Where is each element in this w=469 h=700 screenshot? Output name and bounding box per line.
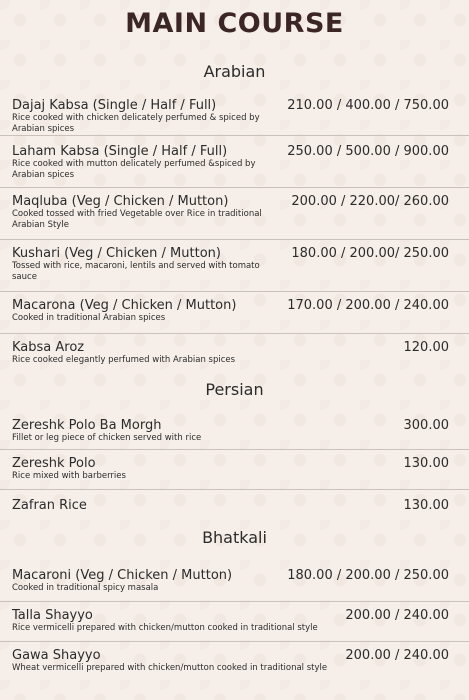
- menu-item: [0, 136, 469, 188]
- section-arabian: [0, 60, 469, 376]
- menu-item: [0, 490, 469, 524]
- section-title: Arabian: [203, 62, 266, 81]
- menu-item: [0, 84, 469, 136]
- menu-item: [0, 334, 469, 376]
- item-price: 300.00: [403, 418, 449, 433]
- item-price: 180.00 / 200.00/ 250.00: [291, 246, 449, 261]
- item-name: Kabsa Aroz: [12, 340, 85, 355]
- item-price: 130.00: [403, 456, 449, 471]
- item-price: 200.00 / 220.00/ 260.00: [291, 194, 449, 209]
- item-description: Fillet or leg piece of chicken served with rice: [12, 433, 202, 443]
- item-name: Talla Shayyo: [12, 608, 93, 623]
- item-description: Rice vermicelli prepared with chicken/mutton cooked in traditional style: [12, 623, 318, 633]
- item-price: 250.00 / 500.00 / 900.00: [287, 144, 449, 159]
- page-title: MAIN COURSE: [125, 8, 344, 39]
- item-description: Rice cooked with chicken delicately perfumed & spiced by Arabian spices: [12, 113, 260, 134]
- item-price: 200.00 / 240.00: [345, 608, 449, 623]
- item-description: Cooked in traditional Arabian spices: [12, 313, 166, 323]
- item-name: Zereshk Polo Ba Morgh: [12, 418, 162, 433]
- item-price: 200.00 / 240.00: [345, 648, 449, 663]
- item-name: Kushari (Veg / Chicken / Mutton): [12, 246, 221, 261]
- item-name: Dajaj Kabsa (Single / Half / Full): [12, 98, 217, 113]
- item-price: 130.00: [403, 498, 449, 513]
- item-name: Macaroni (Veg / Chicken / Mutton): [12, 568, 233, 583]
- menu-item: [0, 188, 469, 240]
- item-description: Wheat vermicelli prepared with chicken/mutton cooked in traditional style: [12, 663, 328, 673]
- item-description: Rice mixed with barberries: [12, 471, 126, 481]
- item-name: Laham Kabsa (Single / Half / Full): [12, 144, 228, 159]
- item-price: 170.00 / 200.00 / 240.00: [287, 298, 449, 313]
- section-title: Persian: [205, 380, 264, 399]
- item-description: Rice cooked elegantly perfumed with Arabian spices: [12, 355, 236, 365]
- section-title: Bhatkali: [202, 528, 267, 547]
- item-price: 180.00 / 200.00 / 250.00: [287, 568, 449, 583]
- item-price: 120.00: [403, 340, 449, 355]
- menu-item: [0, 450, 469, 490]
- section-bhatkali: [0, 526, 469, 682]
- item-price: 210.00 / 400.00 / 750.00: [287, 98, 449, 113]
- menu-item: [0, 642, 469, 682]
- item-description: Rice cooked with mutton delicately perfumed &spiced by Arabian spices: [12, 159, 256, 180]
- menu-item: [0, 240, 469, 292]
- item-name: Gawa Shayyo: [12, 648, 101, 663]
- menu-item: [0, 292, 469, 334]
- menu-item: [0, 410, 469, 450]
- menu-item: [0, 558, 469, 602]
- item-description: Cooked in traditional spicy masala: [12, 583, 159, 593]
- menu-item: [0, 602, 469, 642]
- item-name: Zafran Rice: [12, 498, 87, 513]
- item-name: Zereshk Polo: [12, 456, 96, 471]
- item-description: Cooked tossed with fried Vegetable over Rice in traditional Arabian Style: [12, 209, 262, 230]
- section-persian: [0, 378, 469, 524]
- item-name: Maqluba (Veg / Chicken / Mutton): [12, 194, 229, 209]
- item-name: Macarona (Veg / Chicken / Mutton): [12, 298, 237, 313]
- item-description: Tossed with rice, macaroni, lentils and served with tomato sauce: [12, 261, 260, 282]
